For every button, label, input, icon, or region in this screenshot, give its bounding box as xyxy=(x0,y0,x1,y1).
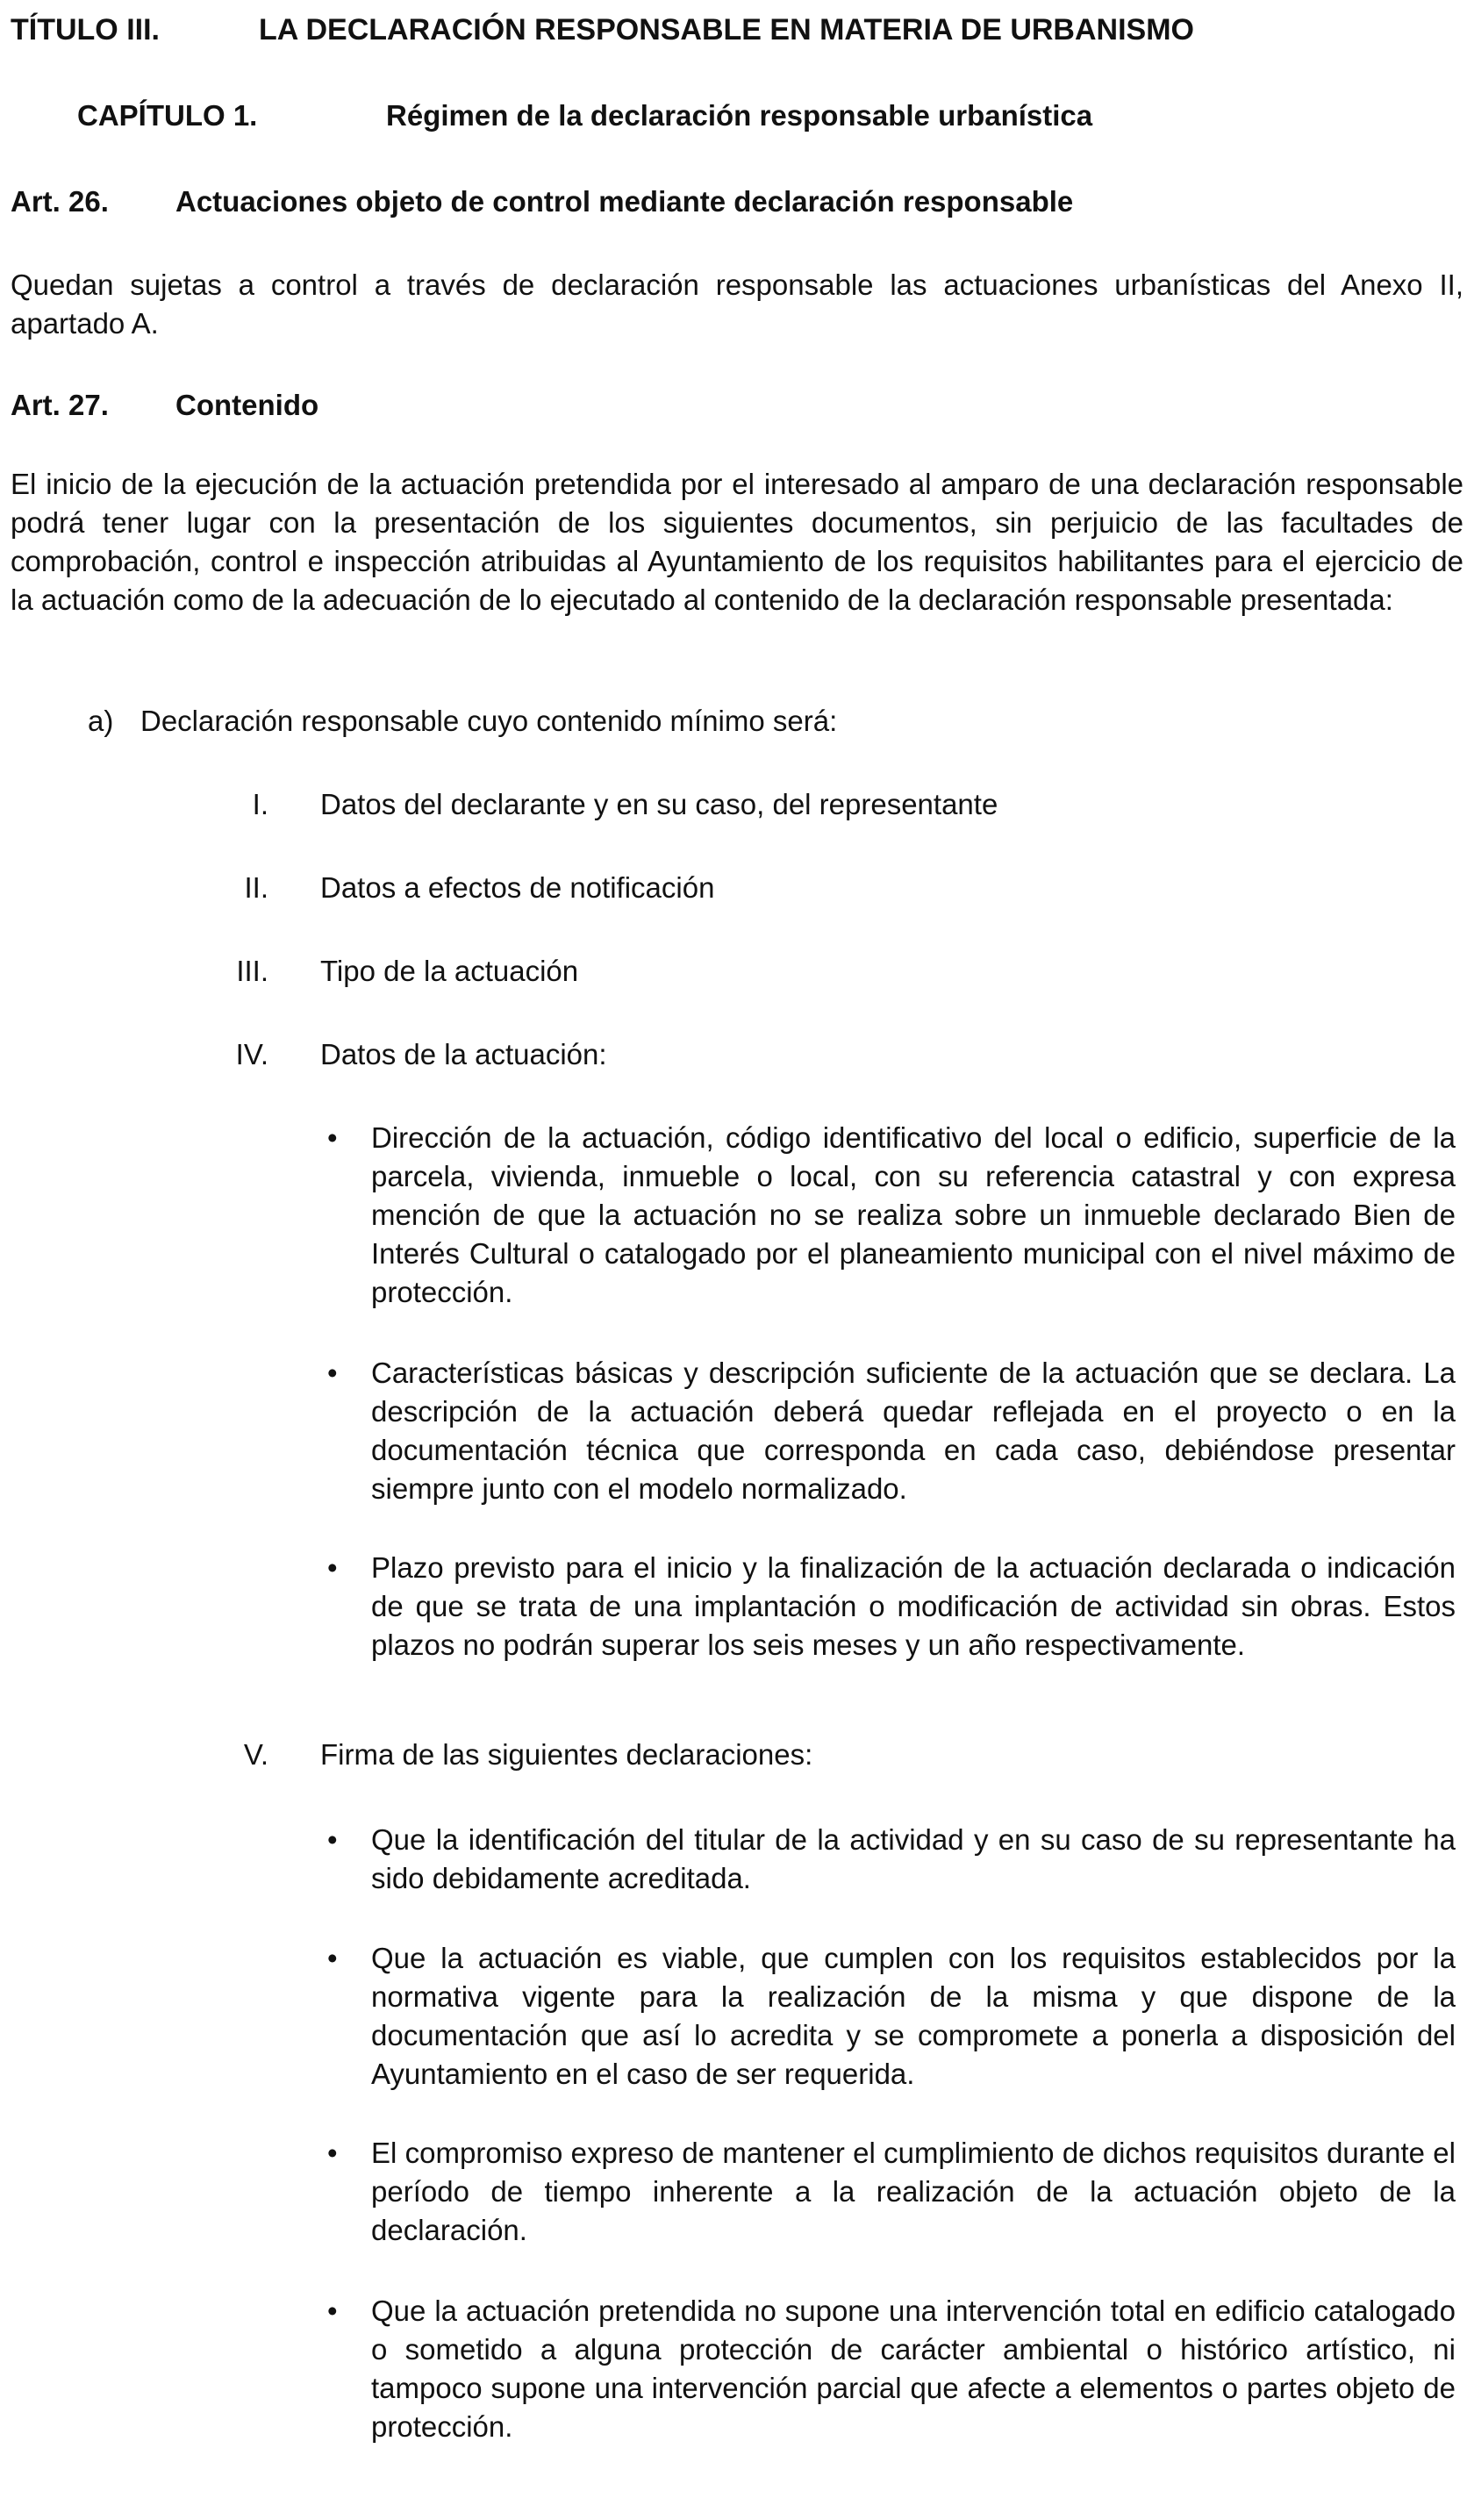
item-a-marker: a) xyxy=(88,705,114,737)
roman-text: Datos de la actuación: xyxy=(320,1038,607,1070)
bullet-icon: • xyxy=(327,1942,338,1974)
roman-marker: IV. xyxy=(235,1038,268,1070)
bullet-icon: • xyxy=(327,1357,338,1389)
roman-text: Datos del declarante y en su caso, del representante xyxy=(320,788,998,820)
titulo-heading: LA DECLARACIÓN RESPONSABLE EN MATERIA DE URBANISMO xyxy=(259,13,1194,47)
bullet-icon: • xyxy=(327,1551,338,1584)
roman-marker: I. xyxy=(252,788,268,820)
art26-number: Art. 26. xyxy=(11,185,109,218)
roman-marker: III. xyxy=(236,955,268,987)
titulo-number: TÍTULO III. xyxy=(11,13,160,47)
bullet-item: El compromiso expreso de mantener el cumplimiento de dichos requisitos durante el período de tiempo inherente a la realización de la actuación objeto de la declaración. xyxy=(371,2137,1456,2246)
bullet-item: Plazo previsto para el inicio y la finalización de la actuación declarada o indicación de que se trata de una implantación o modificación de actividad sin obras. Estos plazos no podrán superar los seis meses y un año respectivamente. xyxy=(371,1551,1456,1661)
bullet-item: Dirección de la actuación, código identificativo del local o edificio, superficie de la parcela, vivienda, inmueble o local, con su referencia catastral y con expresa mención de que la actuación no se realiza sobre un inmueble declarado Bien de Interés Cultural o catalogado por el planeamiento municipal con el nivel máximo de protección. xyxy=(371,1121,1456,1308)
capitulo-number: CAPÍTULO 1. xyxy=(77,99,258,132)
art27-body: El inicio de la ejecución de la actuación pretendida por el interesado al amparo de una declaración responsable podrá tener lugar con la presentación de los siguientes documentos, sin perjuicio de las facultades de comprobación, control e inspección atribuidas al Ayuntamiento de los requisitos habilitantes para el ejercicio de la actuación como de la adecuación de lo ejecutado al contenido de la declaración responsable presentada: xyxy=(11,468,1463,616)
art26-body: Quedan sujetas a control a través de declaración responsable las actuaciones urbanísticas del Anexo II, apartado A. xyxy=(11,268,1463,340)
art26-title: Actuaciones objeto de control mediante declaración responsable xyxy=(175,185,1074,218)
bullet-icon: • xyxy=(327,2137,338,2169)
roman-marker: II. xyxy=(244,871,268,904)
bullet-item: Que la identificación del titular de la actividad y en su caso de su representante ha sido debidamente acreditada. xyxy=(371,1823,1456,1894)
bullet-item: Características básicas y descripción suficiente de la actuación que se declara. La descripción de la actuación deberá quedar reflejada en el proyecto o en la documentación técnica que corresponda en cada caso, debiéndose presentar siempre junto con el modelo normalizado. xyxy=(371,1357,1456,1505)
bullet-icon: • xyxy=(327,2294,338,2327)
item-a-text: Declaración responsable cuyo contenido mínimo será: xyxy=(140,705,838,737)
art27-number: Art. 27. xyxy=(11,389,109,421)
capitulo-heading: Régimen de la declaración responsable urbanística xyxy=(386,99,1093,132)
roman-text: Datos a efectos de notificación xyxy=(320,871,715,904)
roman-text: Tipo de la actuación xyxy=(320,955,579,987)
bullet-item: Que la actuación es viable, que cumplen con los requisitos establecidos por la normativa vigente para la realización de la misma y que dispone de la documentación que así lo acredita y se compromete a ponerla a disposición del Ayuntamiento en el caso de ser requerida. xyxy=(371,1942,1456,2090)
bullet-icon: • xyxy=(327,1121,338,1154)
bullet-item: Que la actuación pretendida no supone una intervención total en edificio catalogado o sometido a alguna protección de carácter ambiental o histórico artístico, ni tampoco supone una intervención parcial que afecte a elementos o partes objeto de protección. xyxy=(371,2294,1456,2443)
art27-title: Contenido xyxy=(175,389,319,421)
roman-marker: V. xyxy=(243,1738,268,1771)
roman-text: Firma de las siguientes declaraciones: xyxy=(320,1738,813,1771)
bullet-icon: • xyxy=(327,1823,338,1856)
